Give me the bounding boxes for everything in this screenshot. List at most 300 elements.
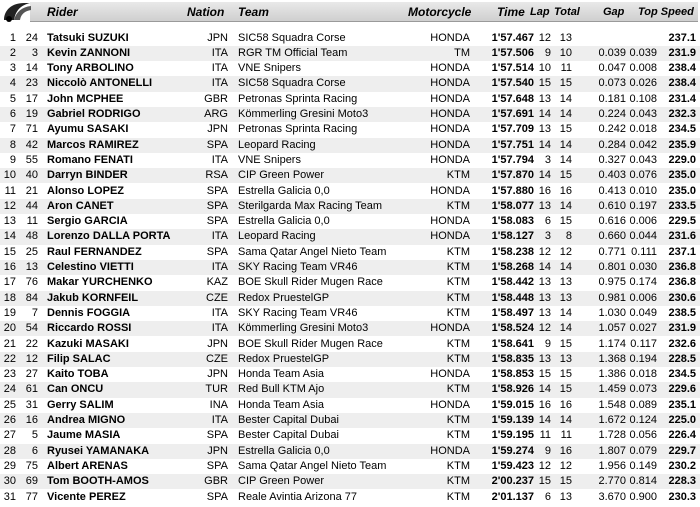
table-row — [0, 321, 700, 336]
total-laps-cell: 15 — [559, 383, 572, 396]
total-laps-cell: 15 — [559, 475, 572, 488]
position-cell: 31 — [3, 490, 16, 503]
nation-cell: JPN — [207, 444, 228, 457]
nation-cell: ITA — [211, 261, 228, 273]
rider-number-cell: 12 — [25, 352, 38, 365]
gap-to-first-cell: 1.956 — [598, 459, 626, 472]
rider-name-cell: Filip SALAC — [47, 352, 111, 365]
lap-time-cell: 1'57.794 — [491, 153, 534, 166]
gap-to-first-cell: 1.174 — [598, 337, 626, 350]
gap-to-previous-cell: 0.018 — [629, 123, 657, 136]
gap-to-previous-cell: 0.044 — [629, 230, 657, 243]
team-cell: Leopard Racing — [238, 138, 316, 151]
total-laps-cell: 15 — [559, 123, 572, 136]
position-cell: 5 — [9, 92, 16, 105]
top-speed-cell: 231.9 — [668, 322, 696, 335]
rider-name-cell: Tatsuki SUZUKI — [47, 31, 129, 44]
gap-to-previous-cell: 0.056 — [629, 429, 657, 442]
lap-time-cell: 1'58.077 — [491, 199, 534, 212]
team-cell: SKY Racing Team VR46 — [238, 261, 358, 273]
motorcycle-cell: KTM — [446, 383, 470, 396]
rider-number-cell: 42 — [25, 138, 38, 151]
top-speed-cell: 236.8 — [668, 276, 696, 289]
header-nation: Nation — [187, 5, 225, 19]
nation-cell: SPA — [206, 215, 228, 228]
lap-time-cell: 1'59.015 — [491, 398, 534, 411]
nation-cell: TUR — [205, 383, 228, 396]
lap-time-cell: 1'58.268 — [491, 261, 534, 273]
gap-to-first-cell: 2.770 — [598, 475, 626, 488]
header-total: Total — [554, 6, 580, 18]
position-cell: 30 — [3, 475, 16, 488]
motorcycle-cell: HONDA — [430, 322, 470, 335]
header-top-speed: Top Speed — [638, 6, 694, 18]
gap-to-previous-cell: 0.197 — [629, 199, 657, 212]
lap-time-cell: 1'57.691 — [491, 108, 534, 120]
best-lap-cell: 16 — [538, 398, 551, 411]
lap-time-cell: 1'57.880 — [491, 184, 534, 197]
position-cell: 28 — [3, 444, 16, 457]
position-cell: 19 — [3, 306, 16, 319]
lap-time-cell: 1'58.238 — [491, 245, 534, 258]
table-row — [0, 352, 700, 367]
best-lap-cell: 16 — [538, 184, 551, 197]
gap-to-first-cell: 1.030 — [598, 306, 626, 319]
table-row — [0, 76, 700, 91]
total-laps-cell: 14 — [559, 414, 572, 426]
team-cell: Estrella Galicia 0,0 — [238, 184, 330, 197]
motorcycle-cell: KTM — [446, 490, 470, 503]
best-lap-cell: 14 — [538, 169, 551, 182]
gap-to-previous-cell: 0.049 — [629, 306, 657, 319]
nation-cell: ITA — [211, 230, 228, 243]
gap-to-first-cell: 0.801 — [598, 261, 626, 273]
rider-name-cell: John MCPHEE — [47, 92, 124, 105]
rider-number-cell: 44 — [25, 199, 38, 212]
gap-to-first-cell: 0.610 — [598, 199, 626, 212]
total-laps-cell: 12 — [559, 245, 572, 258]
rider-number-cell: 7 — [31, 306, 38, 319]
position-cell: 24 — [3, 383, 16, 396]
gap-to-first-cell: 1.386 — [598, 368, 626, 381]
team-cell: Sama Qatar Angel Nieto Team — [238, 459, 387, 472]
lap-time-cell: 2'00.237 — [491, 475, 534, 488]
rider-name-cell: Romano FENATI — [47, 153, 133, 166]
rider-name-cell: Gabriel RODRIGO — [47, 108, 141, 120]
rider-name-cell: Sergio GARCIA — [47, 215, 128, 228]
total-laps-cell: 15 — [559, 368, 572, 381]
best-lap-cell: 12 — [538, 459, 551, 472]
total-laps-cell: 14 — [559, 108, 572, 120]
lap-time-cell: 1'57.870 — [491, 169, 534, 182]
best-lap-cell: 14 — [538, 383, 551, 396]
team-cell: VNE Snipers — [238, 62, 301, 75]
nation-cell: SPA — [206, 459, 228, 472]
position-cell: 14 — [3, 230, 16, 243]
gap-to-previous-cell: 0.006 — [629, 215, 657, 228]
gap-to-previous-cell: 0.194 — [629, 352, 657, 365]
rider-name-cell: Jakub KORNFEIL — [47, 291, 139, 304]
motorcycle-cell: HONDA — [430, 230, 470, 243]
rider-number-cell: 3 — [31, 46, 38, 59]
total-laps-cell: 14 — [559, 138, 572, 151]
motorcycle-cell: HONDA — [430, 62, 470, 75]
team-cell: BOE Skull Rider Mugen Race — [238, 337, 383, 350]
total-laps-cell: 13 — [559, 352, 572, 365]
best-lap-cell: 15 — [538, 368, 551, 381]
rider-number-cell: 71 — [25, 123, 38, 136]
position-cell: 11 — [4, 184, 16, 197]
rider-number-cell: 23 — [25, 77, 38, 90]
total-laps-cell: 15 — [559, 169, 572, 182]
best-lap-cell: 3 — [544, 153, 551, 166]
top-speed-cell: 236.8 — [668, 261, 696, 273]
gap-to-first-cell: 1.368 — [598, 352, 626, 365]
best-lap-cell: 15 — [538, 475, 551, 488]
motorcycle-cell: KTM — [446, 352, 470, 365]
motogp-logo-icon — [0, 0, 34, 24]
motorcycle-cell: HONDA — [430, 92, 470, 105]
lap-time-cell: 1'59.139 — [491, 414, 534, 426]
best-lap-cell: 6 — [544, 490, 551, 503]
nation-cell: JPN — [207, 31, 228, 44]
total-laps-cell: 10 — [559, 46, 572, 59]
lap-time-cell: 1'58.835 — [491, 352, 534, 365]
lap-time-cell: 1'58.083 — [491, 215, 534, 228]
table-row — [0, 398, 700, 413]
nation-cell: ARG — [204, 108, 228, 120]
lap-time-cell: 1'58.926 — [491, 383, 534, 396]
rider-number-cell: 40 — [25, 169, 38, 182]
gap-to-first-cell: 0.039 — [598, 46, 626, 59]
top-speed-cell: 238.4 — [668, 62, 696, 75]
nation-cell: CZE — [206, 352, 228, 365]
top-speed-cell: 230.3 — [668, 490, 696, 503]
rider-name-cell: Ayumu SASAKI — [47, 123, 129, 136]
rider-number-cell: 21 — [25, 184, 38, 197]
rider-name-cell: Aron CANET — [47, 199, 114, 212]
table-row — [0, 214, 700, 229]
lap-time-cell: 1'59.274 — [491, 444, 534, 457]
total-laps-cell: 11 — [560, 62, 572, 75]
top-speed-cell: 235.1 — [668, 398, 696, 411]
table-row — [0, 459, 700, 474]
nation-cell: RSA — [205, 169, 228, 182]
best-lap-cell: 9 — [544, 444, 551, 457]
lap-time-cell: 1'57.506 — [491, 46, 534, 59]
gap-to-first-cell: 1.057 — [598, 322, 626, 335]
motorcycle-cell: KTM — [446, 261, 470, 273]
top-speed-cell: 231.4 — [668, 92, 696, 105]
top-speed-cell: 225.0 — [668, 414, 696, 426]
gap-to-previous-cell: 0.039 — [629, 46, 657, 59]
best-lap-cell: 11 — [539, 429, 551, 442]
team-cell: SIC58 Squadra Corse — [238, 77, 346, 90]
nation-cell: SPA — [206, 490, 228, 503]
position-cell: 22 — [3, 352, 16, 365]
gap-to-previous-cell: 0.026 — [629, 77, 657, 90]
position-cell: 8 — [9, 138, 16, 151]
team-cell: Reale Avintia Arizona 77 — [238, 490, 358, 503]
table-row — [0, 275, 700, 290]
table-row — [0, 138, 700, 153]
rider-name-cell: Kevin ZANNONI — [47, 46, 131, 59]
top-speed-cell: 234.5 — [668, 123, 696, 136]
table-row — [0, 199, 700, 214]
lap-time-cell: 1'57.648 — [491, 92, 534, 105]
motorcycle-cell: HONDA — [430, 138, 470, 151]
motorcycle-cell: KTM — [446, 306, 470, 319]
best-lap-cell: 6 — [544, 215, 551, 228]
gap-to-first-cell: 0.242 — [598, 123, 626, 136]
rider-name-cell: Vicente PEREZ — [47, 490, 126, 503]
top-speed-cell: 229.7 — [668, 444, 696, 457]
gap-to-previous-cell: 0.111 — [631, 245, 657, 258]
motorcycle-cell: KTM — [446, 276, 470, 289]
team-cell: Bester Capital Dubai — [238, 429, 339, 442]
top-speed-cell: 235.0 — [668, 184, 696, 197]
total-laps-cell: 11 — [560, 429, 572, 442]
team-cell: Redox PruestelGP — [238, 352, 330, 365]
nation-cell: ITA — [211, 46, 228, 59]
lap-time-cell: 2'01.137 — [491, 490, 534, 503]
total-laps-cell: 14 — [559, 199, 572, 212]
rider-number-cell: 69 — [25, 475, 38, 488]
motorcycle-cell: HONDA — [430, 77, 470, 90]
total-laps-cell: 16 — [559, 184, 572, 197]
rider-number-cell: 11 — [26, 215, 38, 228]
team-cell: SKY Racing Team VR46 — [238, 306, 358, 319]
table-row — [0, 428, 700, 443]
position-cell: 26 — [3, 414, 16, 426]
team-cell: Estrella Galicia 0,0 — [238, 444, 330, 457]
rider-name-cell: Niccolò ANTONELLI — [47, 77, 153, 90]
gap-to-first-cell: 0.771 — [598, 245, 626, 258]
lap-time-cell: 1'58.853 — [491, 368, 534, 381]
header-motorcycle: Motorcycle — [408, 5, 472, 19]
table-row — [0, 413, 700, 428]
lap-time-cell: 1'58.641 — [491, 337, 534, 350]
position-cell: 13 — [3, 215, 16, 228]
header-lap: Lap — [530, 6, 550, 18]
team-cell: BOE Skull Rider Mugen Race — [238, 276, 383, 289]
position-cell: 16 — [3, 261, 16, 273]
motorcycle-cell: KTM — [446, 459, 470, 472]
total-laps-cell: 14 — [559, 322, 572, 335]
best-lap-cell: 10 — [538, 62, 551, 75]
gap-to-first-cell: 0.181 — [598, 92, 626, 105]
motorcycle-cell: HONDA — [430, 368, 470, 381]
nation-cell: ITA — [211, 62, 228, 75]
rider-name-cell: Tony ARBOLINO — [47, 62, 134, 75]
position-cell: 23 — [3, 368, 16, 381]
nation-cell: SPA — [206, 199, 228, 212]
gap-to-first-cell: 1.728 — [598, 429, 626, 442]
rider-name-cell: Jaume MASIA — [47, 429, 121, 442]
motorcycle-cell: HONDA — [430, 153, 470, 166]
rider-number-cell: 17 — [25, 92, 38, 105]
team-cell: CIP Green Power — [238, 475, 325, 488]
top-speed-cell: 233.5 — [668, 199, 696, 212]
team-cell: Redox PruestelGP — [238, 291, 330, 304]
nation-cell: SPA — [206, 245, 228, 258]
best-lap-cell: 9 — [544, 46, 551, 59]
top-speed-cell: 228.3 — [668, 475, 696, 488]
best-lap-cell: 14 — [538, 414, 551, 426]
team-cell: Bester Capital Dubai — [238, 414, 339, 426]
motorcycle-cell: HONDA — [430, 215, 470, 228]
lap-time-cell: 1'58.448 — [491, 291, 534, 304]
rider-name-cell: Makar YURCHENKO — [47, 276, 153, 289]
team-cell: CIP Green Power — [238, 169, 325, 182]
gap-to-first-cell: 0.981 — [598, 291, 626, 304]
rider-number-cell: 6 — [31, 444, 38, 457]
table-row — [0, 31, 700, 46]
gap-to-first-cell: 0.616 — [598, 215, 626, 228]
rider-number-cell: 24 — [25, 31, 38, 44]
gap-to-first-cell: 0.975 — [598, 276, 626, 289]
gap-to-first-cell: 1.672 — [598, 414, 626, 426]
motorcycle-cell: HONDA — [430, 444, 470, 457]
header-rider: Rider — [47, 5, 78, 19]
rider-number-cell: 48 — [25, 230, 38, 243]
gap-to-first-cell: 3.670 — [598, 490, 626, 503]
position-cell: 25 — [3, 398, 16, 411]
gap-to-previous-cell: 0.108 — [629, 92, 657, 105]
table-header — [0, 0, 700, 24]
gap-to-previous-cell: 0.030 — [629, 261, 657, 273]
nation-cell: SPA — [206, 429, 228, 442]
team-cell: Red Bull KTM Ajo — [238, 383, 325, 396]
lap-time-cell: 1'58.127 — [491, 230, 534, 243]
gap-to-previous-cell: 0.149 — [629, 459, 657, 472]
nation-cell: GBR — [204, 475, 228, 488]
table-row — [0, 367, 700, 382]
position-cell: 9 — [9, 153, 16, 166]
header-time: Time — [497, 5, 525, 19]
total-laps-cell: 12 — [559, 459, 572, 472]
position-cell: 15 — [3, 245, 16, 258]
total-laps-cell: 8 — [565, 230, 572, 243]
rider-name-cell: Dennis FOGGIA — [47, 306, 131, 319]
lap-time-cell: 1'57.467 — [491, 31, 534, 44]
total-laps-cell: 16 — [559, 398, 572, 411]
total-laps-cell: 15 — [559, 337, 572, 350]
rider-name-cell: Andrea MIGNO — [47, 414, 126, 426]
lap-time-cell: 1'57.709 — [491, 123, 534, 136]
best-lap-cell: 12 — [538, 322, 551, 335]
position-cell: 17 — [3, 276, 16, 289]
motorcycle-cell: HONDA — [430, 398, 470, 411]
nation-cell: ITA — [211, 414, 228, 426]
gap-to-previous-cell: 0.089 — [629, 398, 657, 411]
total-laps-cell: 15 — [559, 77, 572, 90]
top-speed-cell: 231.6 — [668, 230, 696, 243]
team-cell: Honda Team Asia — [238, 398, 325, 411]
table-row — [0, 184, 700, 199]
best-lap-cell: 13 — [538, 276, 551, 289]
best-lap-cell: 13 — [538, 123, 551, 136]
team-cell: Petronas Sprinta Racing — [238, 92, 358, 105]
position-cell: 3 — [9, 62, 16, 75]
gap-to-first-cell: 0.403 — [598, 169, 626, 182]
rider-name-cell: Can ONCU — [47, 383, 104, 396]
gap-to-previous-cell: 0.117 — [630, 337, 657, 350]
table-row — [0, 306, 700, 321]
gap-to-first-cell: 0.047 — [598, 62, 626, 75]
best-lap-cell: 12 — [538, 31, 551, 44]
nation-cell: ITA — [211, 322, 228, 335]
rider-number-cell: 13 — [25, 261, 38, 273]
position-cell: 6 — [9, 108, 16, 120]
table-row — [0, 337, 700, 352]
motorcycle-cell: KTM — [446, 169, 470, 182]
motorcycle-cell: TM — [454, 46, 470, 59]
motorcycle-cell: KTM — [446, 199, 470, 212]
team-cell: Leopard Racing — [238, 230, 316, 243]
lap-time-cell: 1'59.423 — [491, 459, 534, 472]
lap-time-cell: 1'58.524 — [491, 322, 534, 335]
table-row — [0, 46, 700, 61]
total-laps-cell: 14 — [559, 306, 572, 319]
table-row — [0, 92, 700, 107]
gap-to-previous-cell: 0.027 — [629, 322, 657, 335]
table-row — [0, 122, 700, 137]
motorcycle-cell: KTM — [446, 475, 470, 488]
nation-cell: GBR — [204, 92, 228, 105]
gap-to-first-cell: 0.327 — [598, 153, 626, 166]
gap-to-previous-cell: 0.174 — [629, 276, 657, 289]
total-laps-cell: 13 — [559, 490, 572, 503]
team-cell: Honda Team Asia — [238, 368, 325, 381]
gap-to-first-cell: 1.807 — [598, 444, 626, 457]
position-cell: 7 — [9, 123, 16, 136]
lap-time-cell: 1'58.497 — [491, 306, 534, 319]
rider-number-cell: 55 — [25, 153, 38, 166]
table-row — [0, 107, 700, 122]
lap-time-cell: 1'57.540 — [491, 77, 534, 90]
nation-cell: KAZ — [206, 276, 228, 289]
top-speed-cell: 232.6 — [668, 337, 696, 350]
total-laps-cell: 14 — [559, 92, 572, 105]
top-speed-cell: 237.1 — [668, 245, 696, 258]
position-cell: 2 — [9, 46, 16, 59]
gap-to-previous-cell: 0.043 — [629, 153, 657, 166]
position-cell: 20 — [3, 322, 16, 335]
top-speed-cell: 238.4 — [668, 77, 696, 90]
gap-to-previous-cell: 0.900 — [629, 490, 657, 503]
top-speed-cell: 228.5 — [668, 352, 696, 365]
best-lap-cell: 15 — [538, 77, 551, 90]
gap-to-first-cell: 1.459 — [598, 383, 626, 396]
best-lap-cell: 3 — [544, 230, 551, 243]
top-speed-cell: 238.5 — [668, 306, 696, 319]
nation-cell: JPN — [207, 368, 228, 381]
best-lap-cell: 14 — [538, 261, 551, 273]
top-speed-cell: 234.5 — [668, 368, 696, 381]
gap-to-first-cell: 1.548 — [598, 398, 626, 411]
total-laps-cell: 14 — [559, 261, 572, 273]
motorcycle-cell: KTM — [446, 245, 470, 258]
rider-number-cell: 54 — [25, 322, 38, 335]
best-lap-cell: 13 — [538, 352, 551, 365]
rider-number-cell: 75 — [25, 459, 38, 472]
table-row — [0, 153, 700, 168]
nation-cell: SPA — [206, 184, 228, 197]
table-row — [0, 168, 700, 183]
gap-to-previous-cell: 0.079 — [629, 444, 657, 457]
rider-name-cell: Albert ARENAS — [47, 459, 128, 472]
